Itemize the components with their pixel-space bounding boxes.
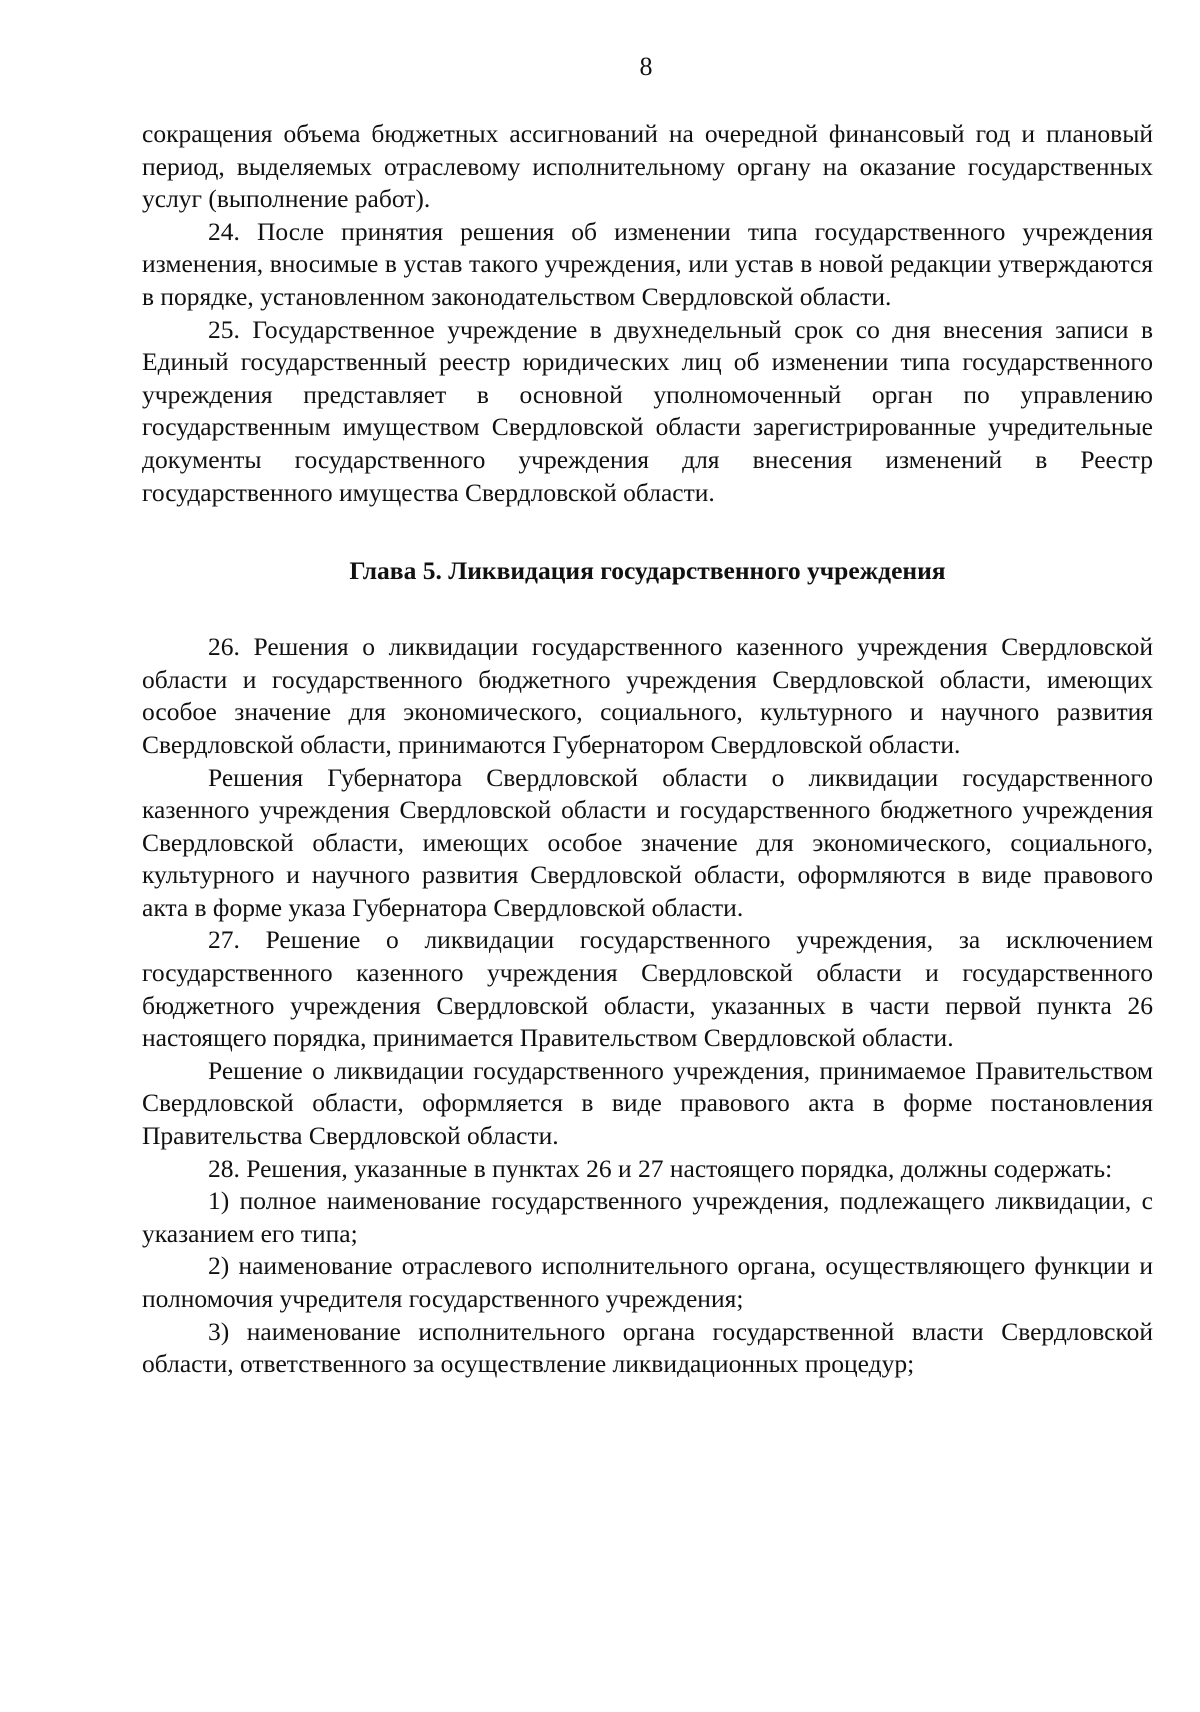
paragraph-item-25: 25. Государственное учреждение в двухнедельный срок со дня внесения записи в Единый государственный реестр юридических лиц об изменении типа государственного учреждения представляет в основной уполномоченный орган по управлению государственным имуществом Свердловской области зарегистрированные учредительные документы государственного учреждения для внесения изменений в Реестр государственного имущества Свердловской области. bbox=[142, 314, 1153, 507]
list-item-3: 3) наименование исполнительного органа государственной власти Свердловской области, ответственного за осуществление ликвидационных процедур; bbox=[142, 1316, 1153, 1379]
paragraph-continuation: сокращения объема бюджетных ассигнований на очередной финансовый год и плановый период, выделяемых отраслевому исполнительному органу на оказание государственных услуг (выполнение работ). bbox=[142, 119, 1153, 214]
paragraph-item-28: 28. Решения, указанные в пунктах 26 и 27 настоящего порядка, должны содержать: bbox=[208, 1153, 1113, 1183]
chapter-heading: Глава 5. Ликвидация государственного учреждения bbox=[349, 556, 946, 586]
page-number: 8 bbox=[639, 52, 653, 81]
paragraph-item-26-part-2: Решения Губернатора Свердловской области о ликвидации государственного казенного учреждения Свердловской области и государственного бюджетного учреждения Свердловской области, имеющих особое значение для экономического, социального, культурного и научного развития Свердловской области, оформляются в виде правового акта в форме указа Губернатора Свердловской области. bbox=[142, 762, 1153, 922]
paragraph-item-26: 26. Решения о ликвидации государственного казенного учреждения Свердловской области и государственного бюджетного учреждения Свердловской области, имеющих особое значение для экономического, социального, культурного и научного развития Свердловской области, принимаются Губернатором Свердловской области. bbox=[142, 632, 1153, 759]
paragraph-item-27-part-2: Решение о ликвидации государственного учреждения, принимаемое Правительством Свердловской области, оформляется в виде правового акта в форме постановления Правительства Свердловской области. bbox=[142, 1055, 1153, 1151]
list-item-1: 1) полное наименование государственного учреждения, подлежащего ликвидации, с указанием его типа; bbox=[142, 1186, 1153, 1248]
paragraph-item-27: 27. Решение о ликвидации государственного учреждения, за исключением государственного казенного учреждения Свердловской области и государственного бюджетного учреждения Свердловской области, указанных в части первой пункта 26 настоящего порядка, принимается Правительством Свердловской области. bbox=[142, 925, 1153, 1053]
document-body bbox=[142, 118, 1153, 1381]
paragraph-item-24: 24. После принятия решения об изменении типа государственного учреждения изменения, вносимые в устав такого учреждения, или устав в новой редакции утверждаются в порядке, установленном законодательством Свердловской области. bbox=[142, 216, 1153, 311]
list-item-2: 2) наименование отраслевого исполнительного органа, осуществляющего функции и полномочия учредителя государственного учреждения; bbox=[142, 1251, 1153, 1313]
